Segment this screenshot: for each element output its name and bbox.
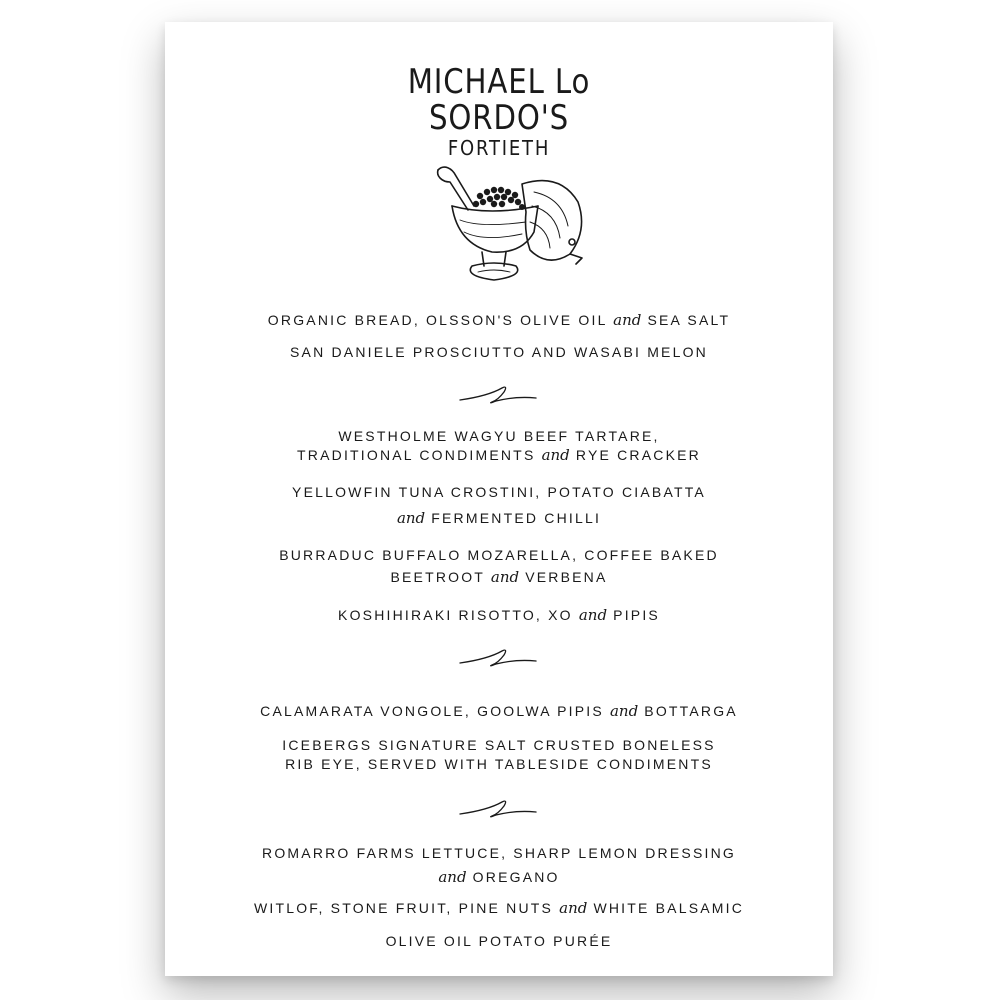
menu-item-prosciutto [165,344,833,360]
menu-item-text: BURRADUC BUFFALO MOZARELLA, COFFEE BAKED [279,547,719,563]
menu-item-tuna-line2 [165,509,833,527]
menu-item-and: and [438,868,467,886]
menu-item-text: ICEBERGS SIGNATURE SALT CRUSTED BONELESS [282,737,716,753]
menu-item-text: WITLOF, STONE FRUIT, PINE NUTS [253,900,554,916]
menu-item-text: WHITE BALSAMIC [593,900,745,916]
menu-item-text: SAN DANIELE PROSCIUTTO AND WASABI MELON [290,344,708,360]
menu-item-text: OLIVE OIL POTATO PURÉE [385,933,613,949]
menu-item-and: and [609,702,639,720]
menu-card [165,22,833,976]
menu-item-text: BEETROOT [390,569,485,585]
menu-item-puree [165,933,833,949]
menu-item-lettuce-line2 [165,868,833,886]
menu-item-and: and [490,568,520,586]
menu-item-risotto [165,606,833,624]
menu-item-text: BOTTARGA [644,703,738,719]
menu-item-ribeye-line1 [165,737,833,753]
menu-item-tartare-line2 [165,446,833,464]
flourish-divider-icon [458,647,538,669]
menu-item-tuna-line1 [165,484,833,500]
menu-item-text: YELLOWFIN TUNA CROSTINI, POTATO CIABATTA [292,484,706,500]
flourish-divider-icon [458,384,538,406]
menu-item-text: KOSHIHIRAKI RISOTTO, XO [338,607,573,623]
menu-item-and: and [613,311,642,329]
menu-item-text: ORGANIC BREAD, OLSSON'S OLIVE OIL [267,312,608,328]
menu-item-ribeye-line2 [165,756,833,772]
menu-item-bread [165,311,833,329]
menu-item-text: FERMENTED CHILLI [431,510,602,526]
menu-item-text: WESTHOLME WAGYU BEEF TARTARE, [338,428,660,444]
menu-item-calamarata [165,702,833,720]
menu-item-lettuce-line1 [165,845,833,861]
title-line-2: SORDO'S [428,98,570,138]
menu-item-mozarella-line2 [165,568,833,586]
flourish-divider-icon [458,798,538,820]
menu-item-text: RIB EYE, SERVED WITH TABLESIDE CONDIMENTS [285,756,713,772]
menu-item-and: and [396,509,426,527]
menu-item-text: CALAMARATA VONGOLE, GOOLWA PIPIS [260,703,604,719]
menu-item-text: RYE CRACKER [575,447,701,463]
menu-item-witlof [165,899,833,917]
menu-item-tartare-line1 [165,428,833,444]
caviar-shell-bowl-icon [430,162,590,292]
title-line-1: MICHAEL Lo [407,62,591,102]
menu-item-mozarella-line1 [165,547,833,563]
menu-item-text: OREGANO [472,869,560,885]
menu-item-text: ROMARRO FARMS LETTUCE, SHARP LEMON DRESSING [262,845,736,861]
menu-item-and: and [541,446,570,464]
menu-item-text: PIPIS [613,607,660,623]
menu-item-text: SEA SALT [647,312,731,328]
title-line-3: FORTIETH [447,136,551,160]
menu-item-text: VERBENA [525,569,608,585]
menu-item-and: and [578,606,608,624]
menu-item-and: and [559,899,588,917]
menu-item-text: TRADITIONAL CONDIMENTS [297,447,536,463]
